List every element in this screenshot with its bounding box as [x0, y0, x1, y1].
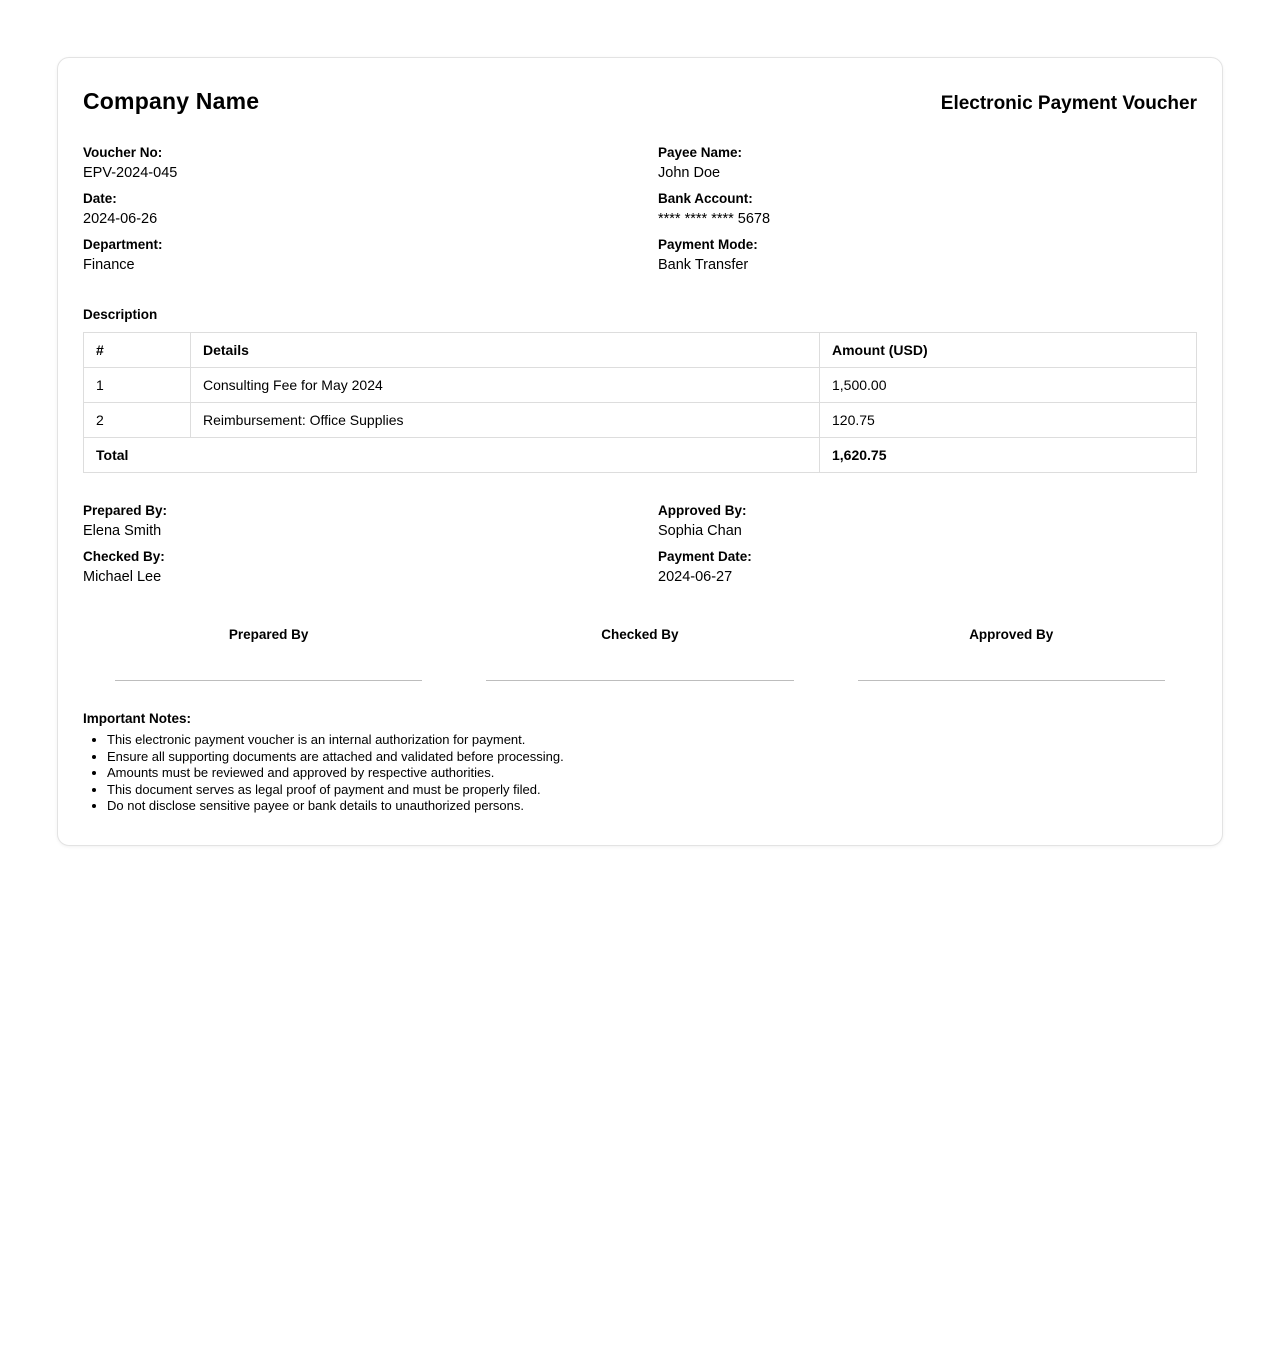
column-header-number: #: [84, 333, 191, 368]
signature-line-prepared: [115, 680, 422, 681]
signature-row: [83, 627, 1197, 681]
list-item: • This electronic payment voucher is an internal authorization for payment.: [107, 732, 1197, 749]
bank-account-label: Bank Account:: [658, 191, 753, 206]
document-title: Electronic Payment Voucher: [940, 93, 1197, 114]
payment-date-value: 2024-06-27: [658, 569, 733, 585]
checked-by-value: Michael Lee: [83, 569, 162, 585]
approvals-right: [640, 501, 1197, 593]
row-amount: 1,500.00: [820, 368, 1197, 403]
important-notes-list: [83, 732, 1197, 815]
payee-name-value: John Doe: [658, 165, 721, 181]
signature-block-approved: [826, 627, 1197, 681]
voucher-meta-right: [640, 143, 1197, 281]
payment-mode-label: Payment Mode:: [658, 237, 758, 252]
payment-mode-value: Bank Transfer: [658, 257, 749, 273]
company-name: Company Name: [83, 88, 260, 114]
total-label: Total: [84, 438, 820, 473]
row-details: Consulting Fee for May 2024: [191, 368, 820, 403]
list-item: • This document serves as legal proof of payment and must be properly filed.: [107, 782, 1197, 799]
signature-line-checked: [486, 680, 793, 681]
row-details: Reimbursement: Office Supplies: [191, 403, 820, 438]
list-item: • Do not disclose sensitive payee or bank details to unauthorized persons.: [107, 798, 1197, 815]
description-section-label: Description: [83, 307, 158, 322]
total-amount: 1,620.75: [820, 438, 1197, 473]
payee-name-label: Payee Name:: [658, 145, 743, 160]
table-row: [84, 403, 1197, 438]
checked-by-label: Checked By:: [83, 549, 165, 564]
column-header-amount: Amount (USD): [820, 333, 1197, 368]
table-total-row: [84, 438, 1197, 473]
prepared-by-value: Elena Smith: [83, 523, 162, 539]
line-items-table: [83, 332, 1197, 473]
voucher-no-label: Voucher No:: [83, 145, 163, 160]
approved-by-value: Sophia Chan: [658, 523, 742, 539]
approvals-left: [83, 501, 640, 593]
approved-by-label: Approved By:: [658, 503, 747, 518]
list-item: • Amounts must be reviewed and approved by respective authorities.: [107, 765, 1197, 782]
date-label: Date:: [83, 191, 117, 206]
approvals-section: [83, 501, 1197, 593]
signature-line-approved: [858, 680, 1165, 681]
prepared-by-label: Prepared By:: [83, 503, 168, 518]
row-number: 1: [84, 368, 191, 403]
signature-title-checked: Checked By: [601, 627, 679, 642]
voucher-meta: [83, 143, 1197, 281]
row-number: 2: [84, 403, 191, 438]
row-amount: 120.75: [820, 403, 1197, 438]
document-header: [83, 84, 1197, 117]
column-header-details: Details: [191, 333, 820, 368]
department-label: Department:: [83, 237, 163, 252]
signature-title-prepared: Prepared By: [228, 627, 309, 642]
voucher-no-value: EPV-2024-045: [83, 165, 178, 181]
signature-title-approved: Approved By: [969, 627, 1054, 642]
signature-block-checked: [454, 627, 825, 681]
department-value: Finance: [83, 257, 135, 273]
table-row: [84, 368, 1197, 403]
list-item: • Ensure all supporting documents are attached and validated before processing.: [107, 749, 1197, 766]
bank-account-value: **** **** **** 5678: [658, 211, 771, 227]
date-value: 2024-06-26: [83, 211, 158, 227]
payment-date-label: Payment Date:: [658, 549, 752, 564]
voucher-document: [57, 57, 1223, 846]
voucher-meta-left: [83, 143, 640, 281]
table-header-row: [84, 333, 1197, 368]
signature-block-prepared: [83, 627, 454, 681]
important-notes-title: Important Notes:: [83, 711, 191, 726]
